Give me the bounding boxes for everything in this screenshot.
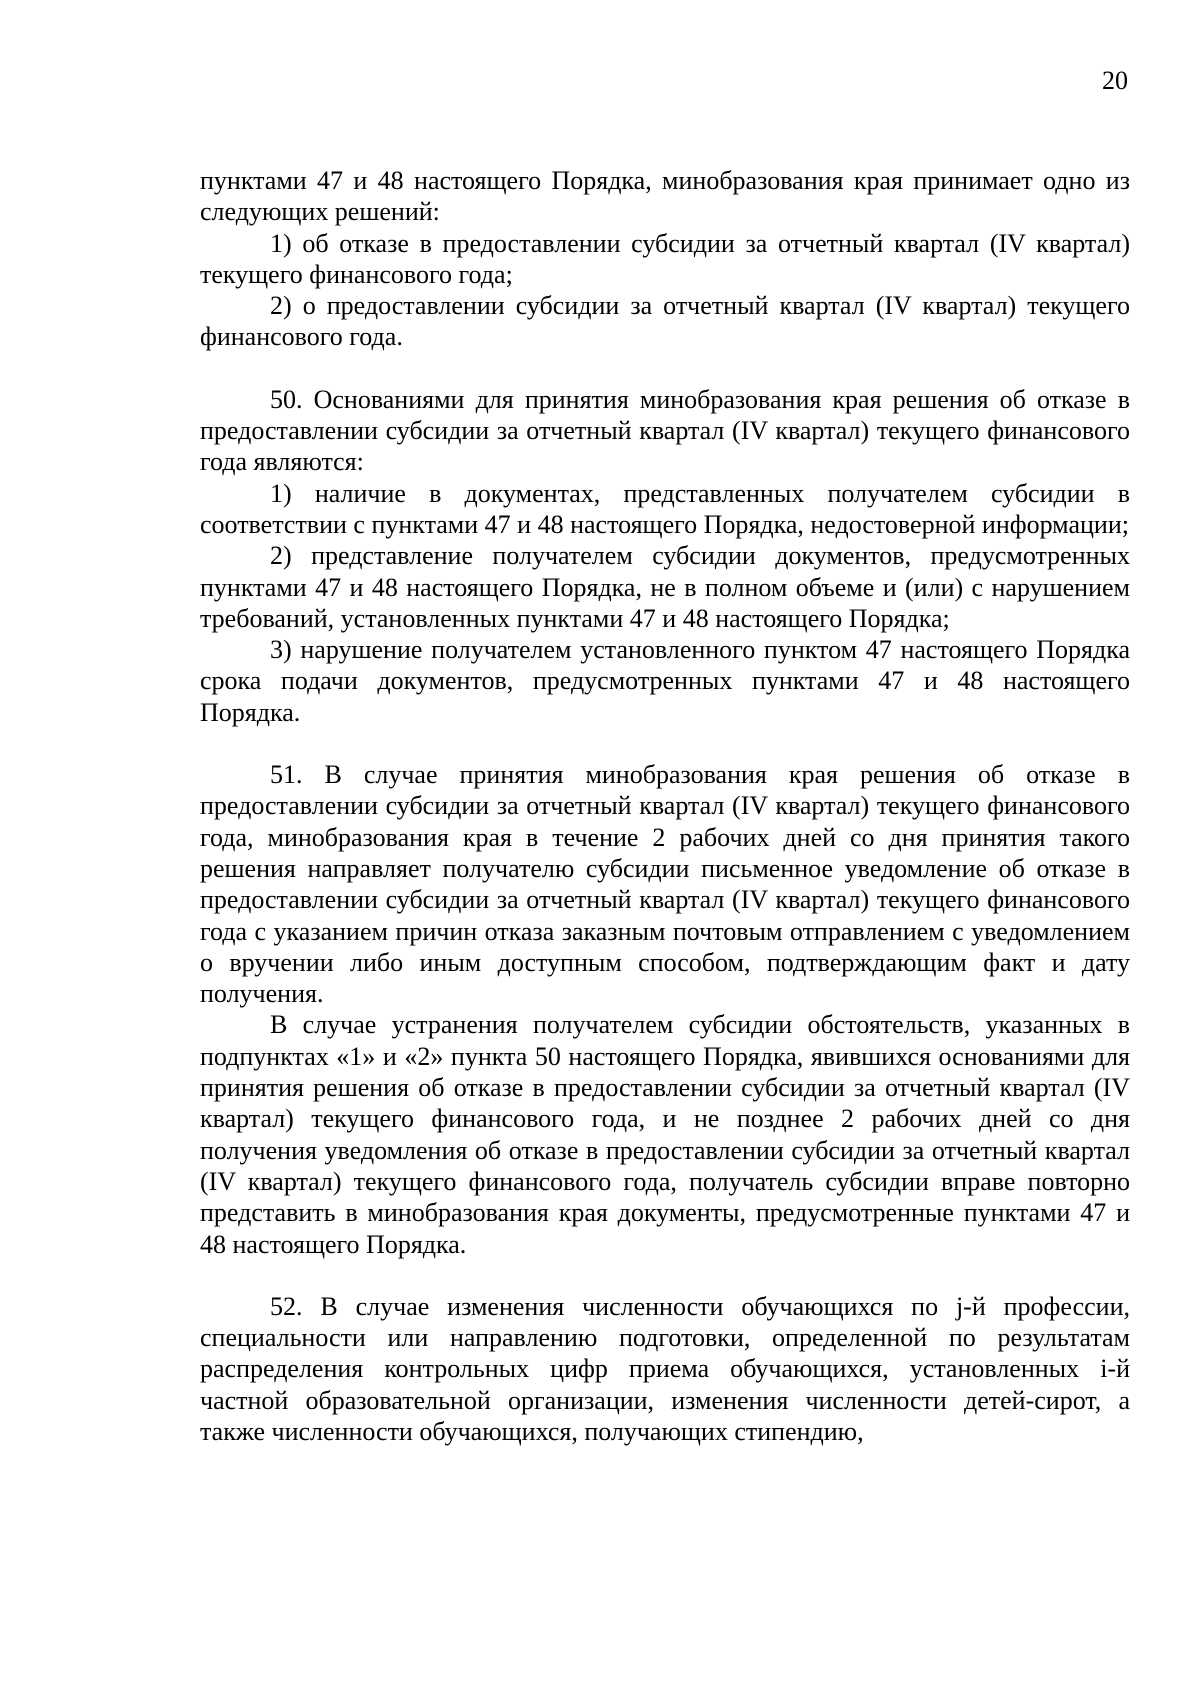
paragraph-51: 51. В случае принятия минобразования края решения об отказе в предоставлении субсидии за отчетный квартал (IV квартал) текущего финансового года, минобразования края в течение 2 рабочих дней со дня принятия такого решения направляет получателю субсидии письменное уведомление об отказе в предоставлении субсидии за отчетный квартал (IV квартал) текущего финансового года с указанием причин отказа заказным почтовым отправлением с уведомлением о вручении либо иным доступным способом, подтверждающим факт и дату получения. (200, 760, 1130, 1009)
paragraph-50-item-2: 2) представление получателем субсидии документов, предусмотренных пунктами 47 и 48 настоящего Порядка, не в полном объеме и (или) с нарушением требований, установленных пунктами 47 и 48 настоящего Порядка; (200, 541, 1130, 633)
paragraph-item-2: 2) о предоставлении субсидии за отчетный квартал (IV квартал) текущего финансового года. (200, 291, 1130, 352)
document-body (200, 165, 1130, 1447)
paragraph-50: 50. Основаниями для принятия минобразования края решения об отказе в предоставлении субсидии за отчетный квартал (IV квартал) текущего финансового года являются: (200, 384, 1130, 477)
paragraph-continuation: пунктами 47 и 48 настоящего Порядка, минобразования края принимает одно из следующих решений: (200, 166, 1130, 227)
paragraph-item-1: 1) об отказе в предоставлении субсидии за отчетный квартал (IV квартал) текущего финансового года; (200, 228, 1130, 289)
paragraph-50-item-1: 1) наличие в документах, представленных получателем субсидии в соответствии с пунктами 47 и 48 настоящего Порядка, недостоверной информации; (200, 478, 1130, 539)
page-number: 20 (1102, 66, 1128, 95)
paragraph-50-item-3: 3) нарушение получателем установленного пунктом 47 настоящего Порядка срока подачи документов, предусмотренных пунктами 47 и 48 настоящего Порядка. (200, 635, 1130, 727)
paragraph-51-second: В случае устранения получателем субсидии обстоятельств, указанных в подпунктах «1» и «2» пункта 50 настоящего Порядка, явившихся основаниями для принятия решения об отказе в предоставлении субсидии за отчетный квартал (IV квартал) текущего финансового года, и не позднее 2 рабочих дней со дня получения уведомления об отказе в предоставлении субсидии за отчетный квартал (IV квартал) текущего финансового года, получатель субсидии вправе повторно представить в минобразования края документы, предусмотренные пунктами 47 и 48 настоящего Порядка. (200, 1010, 1130, 1259)
paragraph-52: 52. В случае изменения численности обучающихся по j-й профессии, специальности или направлению подготовки, определенной по результатам распределения контрольных цифр приема обучающихся, установленных i-й частной образовательной организации, изменения численности детей-сирот, а также численности обучающихся, получающих стипендию, (200, 1291, 1130, 1446)
